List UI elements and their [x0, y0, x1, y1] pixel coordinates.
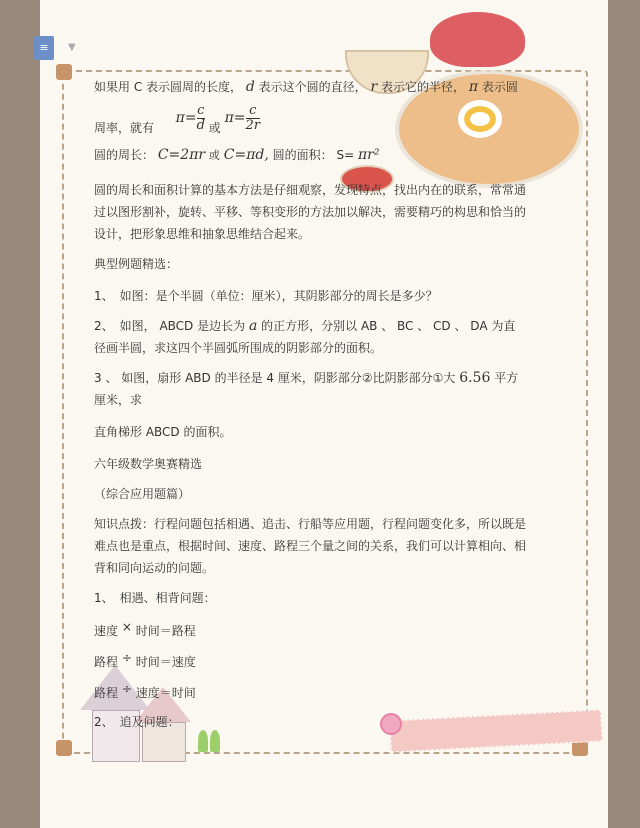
section-subheading: （综合应用题篇）: [94, 487, 191, 501]
question-3: 3 、 如图，扇形 ABD 的半径是 4 厘米，阴影部分②比阴影部分①大 6.56 平方: [94, 370, 519, 386]
paragraph-line: 过以图形割补，旋转、平移、等积变形的方法加以解决，需要精巧的构思和恰当的: [94, 205, 527, 219]
subsection-heading: 1、 相遇、相背问题：: [94, 591, 216, 605]
egg-illustration: [458, 100, 502, 138]
flower-illustration: [380, 713, 402, 735]
formula-line: 速度 × 时间＝路程: [94, 620, 196, 638]
formula-line: 路程 ÷ 时间＝速度: [94, 651, 196, 669]
question-3-cont: 厘米，求: [94, 393, 143, 407]
paragraph-line: 知识点拨：行程问题包括相遇、追击、行船等应用题，行程问题变化多，所以既是: [94, 517, 527, 531]
paragraph-line: 设计，把形象思维和抽象思维结合起来。: [94, 227, 311, 241]
tree-illustration: [210, 730, 220, 752]
frame-corner: [56, 64, 72, 80]
text-line: 如果用 C 表示圆周的长度， d 表示这个圆的直径， r 表示它的半径， π 表示圆: [94, 79, 518, 95]
question-1: 1、 如图：是个半圆（单位：厘米），其阴影部分的周长是多少？: [94, 289, 438, 303]
subsection-heading: 2、 追及问题：: [94, 715, 180, 729]
formula-line: 路程 ÷ 速度＝时间: [94, 682, 196, 700]
document-icon[interactable]: ≡: [34, 36, 54, 60]
question-3-cont: 直角梯形 ABCD 的面积。: [94, 425, 232, 439]
chevron-down-icon[interactable]: ▼: [68, 42, 76, 53]
tree-illustration: [198, 730, 208, 752]
section-heading: 典型例题精选：: [94, 257, 179, 271]
formula-line: 圆的周长： C=2πr 或 C=πd, 圆的面积： S= πr²: [94, 147, 380, 163]
formula-line: 周率，就有 π= $\frac{c}{d}$ 或 π= $\frac{c}{2r}$: [94, 103, 261, 135]
question-2-cont: 径画半圆，求这四个半圆弧所围成的阴影部分的面积。: [94, 341, 383, 355]
paragraph-line: 背和同向运动的问题。: [94, 561, 215, 575]
question-2: 2、 如图， ABCD 是边长为 a 的正方形，分别以 AB 、 BC 、 CD 、 DA 为直: [94, 318, 516, 334]
paragraph-line: 圆的周长和面积计算的基本方法是仔细观察，发现特点，找出内在的联系，常常通: [94, 183, 527, 197]
paragraph-line: 难点也是重点，根据时间、速度、路程三个量之间的关系，我们可以计算相向、相: [94, 539, 527, 553]
section-heading: 六年级数学奥赛精选: [94, 457, 203, 471]
frame-corner: [56, 740, 72, 756]
teapot-illustration: [430, 12, 525, 67]
